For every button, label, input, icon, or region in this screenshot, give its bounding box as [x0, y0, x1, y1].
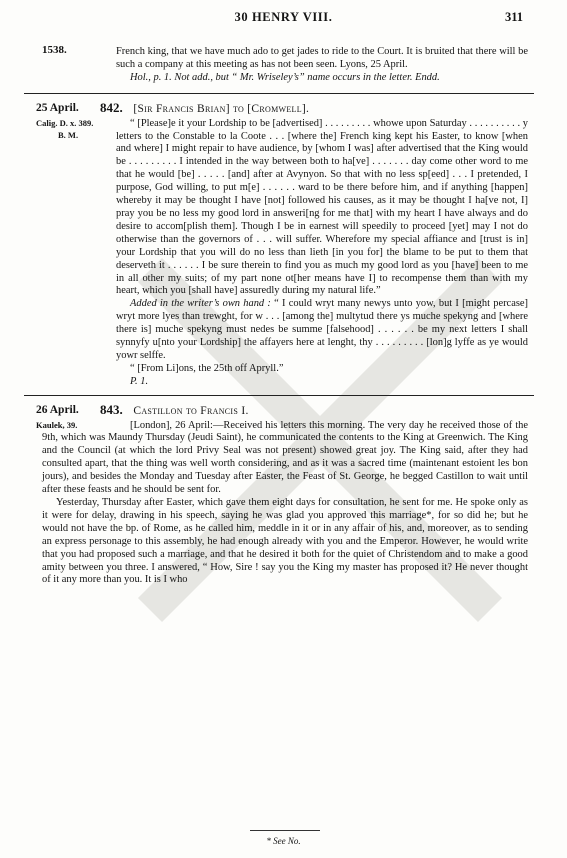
running-title: 30 HENRY VIII.: [234, 10, 333, 24]
running-header: [0, 10, 567, 28]
divider: [24, 93, 534, 94]
page-number: 311: [504, 10, 523, 24]
entry-842-number: 842.: [100, 99, 123, 115]
entry-842-title: [Sir Francis Brian] to [Cromwell].: [133, 102, 310, 115]
entry-842-para3: “ [From Li]ons, the 25th off Apryll.”: [130, 362, 284, 374]
entry-842: [36, 99, 528, 389]
entry-842-added-label: Added in the writer’s own hand :: [130, 298, 271, 310]
entry-843-title: Castillon to Francis I.: [133, 404, 249, 417]
continued-source-note: Hol., p. 1. Not add., but “ Mr. Wriseley’s” name occurs in the letter. Endd.: [130, 71, 440, 83]
entry-842-source: P. 1.: [130, 375, 149, 387]
entry-843: [36, 401, 528, 588]
entry-continued: [42, 46, 528, 85]
entry-842-para2: “ I could wryt many newys unto yow, but I [might percase] wryt more lyes than trewght, for w . . . [among the] multytud there ys muche spekyng and [where there is] muche spekyng must nedes be summe [falsehood] . . . . . . be my next letters I shall synnyfy u[nto your Lordship] the affayers here at lenght, thy . . . . . . . . . [lon]g lyffe as ye would yowr selffe.: [116, 298, 528, 361]
continued-text: French king, that we have much ado to get jades to ride to the Court. It is bruited that there will be such a company at this meeting as has not been seen. Lyons, 25 April.: [116, 46, 528, 70]
entry-843-ref: Kaulek, 39.: [36, 419, 78, 430]
entry-843-date: 26 April.: [36, 403, 79, 416]
entry-842-para1: “ [Please]e it your Lordship to be [advertised] . . . . . . . . . whowe upon Saturday . . . . . . . . . . y letters to the Constable to la Coote . . . [where the] French king kept his Easter, to know [when and where] I might repair to have audience, by [whom I was] after advertised that the King would be . . . . . . . . . I intended in the way between both to ha[ve] . . . . . . . day come other word to me that he would [be] . . . . . [and] after at Avynyon. So that with no less sp[eed] . . . I pretended, I purpose, God willing, to put m[e] . . . . . . ward to be there before him, and if anything [happen] whereby it may be thought I have [not] followed his causes, as it may be thought I ha[ve not, I] pray you be no less my good lord in answeri[ng for me that] with my heart I have always and do desire to accom[plish them]. Though I be in earnest will speedily to proceed [yet] may I not do otherwise than the governors of . . . will suffer. Wherefore my special affiance and [trust is in] your Lordship that you will do no less than lieth [in you for] the blame to be put to them that deserveth it . . . . . . I be sure therein to find you as much my good lord as you [have] been to me in all other my suits; of my part none ot[her means have I] to recompense them than with my heart, which you [shall have] assuredly during my natural life.”: [116, 117, 528, 297]
entry-842-ref: Calig. D. x. 389.: [36, 117, 94, 128]
entry-843-para1: [London], 26 April:—Received his letters this morning. The very day he received those of the 9th, which was Maundy Thursday (Jeudi Saint), he communicated the contents to the King at Greenwich. The King and the Council (at which the lord Privy Seal was not present) showed great joy. The King said, after they had consulted apart, that the thing was well worth considering, and as it was a sacred time (maintenant estoient les bon jours), and besides the Monday and Tuesday after Easter, the Feast of St. George, he begged Castillon to wait until after these feasts and he should be sent for.: [42, 419, 528, 496]
document-body: [36, 46, 528, 587]
entry-843-para2: Yesterday, Thursday after Easter, which gave them eight days for consultation, he sent for me. He spoke only as it were for delay, drawing in his speech, saying he was glad you approved this marriage*, for so did he; but he would not have the bp. of Rome, as he called him, meddle in it or in any affair of his, and, moreover, as to sending an express personage to this assembly, he had enough already with you and the Emperor. However, he would write that you had proposed such a marriage, and that he desired it both for the quiet of Christendom and to make a good amity between you three. I answered, “ How, Sire ! say you the King my master has proposed it? He never thought of it any more than you. It is I who: [42, 497, 528, 586]
entry-842-ref-bm: B. M.: [58, 129, 79, 140]
entry-843-number: 843.: [100, 401, 123, 417]
footnote-rule: [250, 830, 320, 831]
footnote: * See No.: [266, 836, 301, 846]
divider: [24, 395, 534, 396]
year-marker: 1538.: [42, 44, 67, 56]
entry-842-date: 25 April.: [36, 101, 79, 114]
